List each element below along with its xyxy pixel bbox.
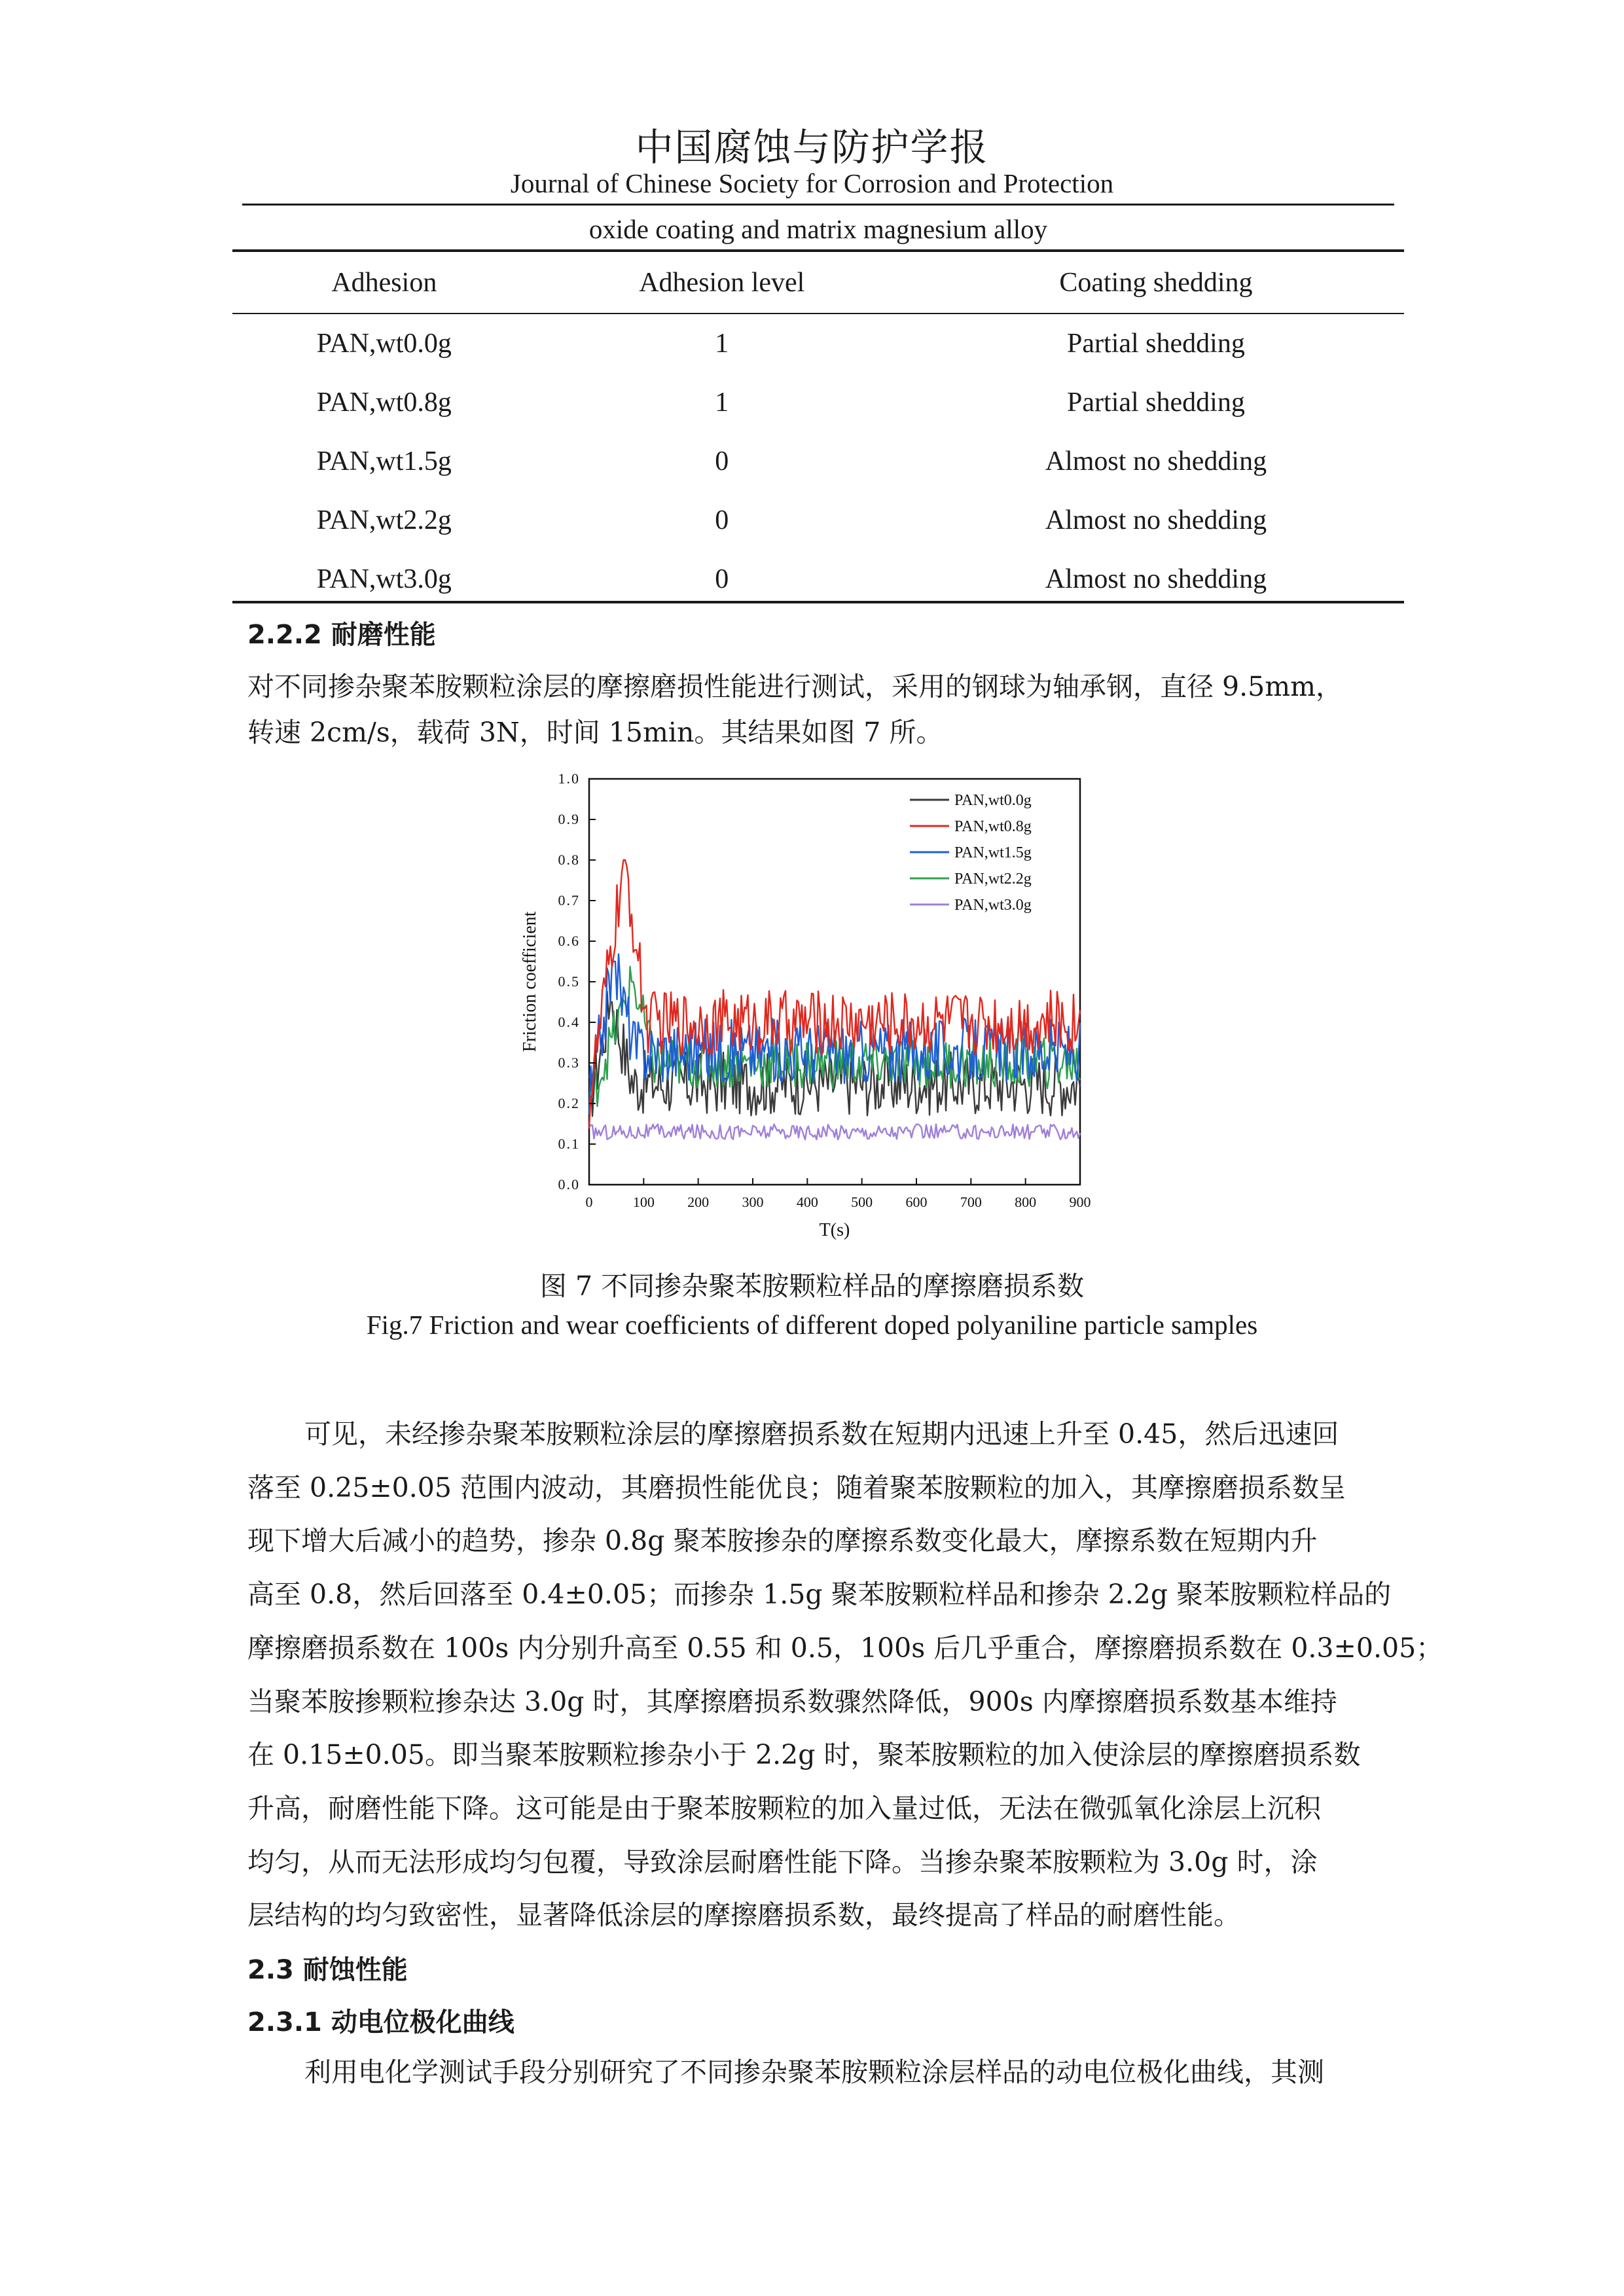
table-cell: PAN,wt0.8g — [316, 387, 452, 418]
paragraph-line: 现下增大后减小的趋势，掺杂 0.8g 聚苯胺掺杂的摩擦系数变化最大，摩擦系数在短期内升 — [247, 1525, 1318, 1556]
paragraph-line: 可见，未经掺杂聚苯胺颗粒涂层的摩擦磨损系数在短期内迅速上升至 0.45，然后迅速回 — [304, 1418, 1339, 1450]
x-tick-label: 900 — [1069, 1194, 1091, 1210]
journal-title-en: Journal of Chinese Society for Corrosion and Protection — [510, 168, 1114, 198]
table-cell: Partial shedding — [1067, 387, 1245, 418]
table-cell: PAN,wt2.2g — [316, 505, 452, 535]
table-cell: Almost no shedding — [1045, 505, 1267, 535]
table-cell: PAN,wt0.0g — [316, 329, 452, 359]
paragraph-line: 落至 0.25±0.05 范围内波动，其磨损性能优良；随着聚苯胺颗粒的加入，其摩擦磨损系数呈 — [247, 1472, 1346, 1503]
header-rule — [242, 204, 1394, 206]
x-axis-label: T(s) — [819, 1220, 850, 1240]
y-tick-label: 0.2 — [558, 1095, 580, 1111]
adhesion-table — [232, 253, 1404, 609]
series-line — [589, 1124, 1080, 1140]
table-cell: PAN,wt3.0g — [316, 564, 452, 594]
column-header: Adhesion — [331, 268, 437, 298]
y-tick-label: 0.7 — [558, 892, 580, 908]
y-tick-label: 0.5 — [558, 973, 580, 990]
x-tick-label: 200 — [687, 1194, 710, 1210]
paragraph-line: 对不同掺杂聚苯胺颗粒涂层的摩擦磨损性能进行测试，采用的钢球为轴承钢，直径 9.5mm， — [247, 671, 1343, 702]
y-tick-label: 1.0 — [558, 770, 580, 787]
table-caption: oxide coating and matrix magnesium alloy — [588, 214, 1048, 244]
figure-caption-cn: 图 7 不同掺杂聚苯胺颗粒样品的摩擦磨损系数 — [539, 1270, 1085, 1302]
table-cell: 0 — [715, 564, 729, 594]
table-cell: PAN,wt1.5g — [316, 446, 452, 476]
y-tick-label: 0.0 — [558, 1176, 580, 1193]
y-axis-label: Friction coefficient — [520, 911, 540, 1052]
table-row — [232, 373, 1404, 432]
legend-label: PAN,wt3.0g — [954, 897, 1032, 914]
figure-7 — [517, 759, 1106, 1257]
table-cell: Almost no shedding — [1045, 446, 1267, 476]
table-cell: 1 — [715, 329, 729, 359]
y-tick-label: 0.1 — [558, 1136, 580, 1152]
figure-caption-en: Fig.7 Friction and wear coefficients of different doped polyaniline particle samples — [366, 1310, 1258, 1340]
x-tick-label: 800 — [1015, 1194, 1037, 1210]
section-heading-2-3-1: 2.3.1 动电位极化曲线 — [247, 2007, 514, 2037]
x-tick-label: 700 — [960, 1194, 982, 1210]
x-tick-label: 600 — [905, 1194, 928, 1210]
table-row — [232, 314, 1404, 373]
x-tick-label: 300 — [742, 1194, 764, 1210]
paragraph-line: 当聚苯胺掺颗粒掺杂达 3.0g 时，其摩擦磨损系数骤然降低，900s 内摩擦磨损系数基本维持 — [247, 1686, 1337, 1717]
table-cell: 1 — [715, 387, 729, 418]
plot-frame — [589, 779, 1080, 1185]
table-cell: Almost no shedding — [1045, 564, 1267, 594]
paragraph-line: 在 0.15±0.05。即当聚苯胺颗粒掺杂小于 2.2g 时，聚苯胺颗粒的加入使涂层的摩擦磨损系数 — [247, 1739, 1361, 1770]
table-row — [232, 432, 1404, 491]
y-tick-label: 0.3 — [558, 1054, 580, 1071]
paragraph-line: 升高，耐磨性能下降。这可能是由于聚苯胺颗粒的加入量过低，无法在微弧氧化涂层上沉积 — [247, 1793, 1321, 1824]
paragraph-line: 摩擦磨损系数在 100s 内分别升高至 0.55 和 0.5，100s 后几乎重合，摩擦磨损系数在 0.3±0.05； — [247, 1632, 1443, 1664]
table-cell: 0 — [715, 446, 729, 476]
y-tick-label: 0.9 — [558, 811, 580, 827]
table-top-rule — [232, 249, 1404, 252]
y-tick-label: 0.6 — [558, 933, 580, 949]
x-tick-label: 100 — [632, 1194, 655, 1210]
legend-label: PAN,wt0.8g — [954, 818, 1032, 835]
table-row — [232, 550, 1404, 609]
legend-label: PAN,wt1.5g — [954, 844, 1032, 861]
paragraph-line: 利用电化学测试手段分别研究了不同掺杂聚苯胺颗粒涂层样品的动电位极化曲线，其测 — [304, 2056, 1324, 2088]
y-tick-label: 0.4 — [558, 1014, 580, 1030]
column-header: Adhesion level — [639, 268, 805, 298]
section-heading-2-2-2: 2.2.2 耐磨性能 — [247, 620, 436, 650]
paragraph-line: 高至 0.8，然后回落至 0.4±0.05；而掺杂 1.5g 聚苯胺颗粒样品和掺杂 2.2g 聚苯胺颗粒样品的 — [247, 1579, 1392, 1610]
paragraph-line: 均匀，从而无法形成均匀包覆，导致涂层耐磨性能下降。当掺杂聚苯胺颗粒为 3.0g 时，涂 — [247, 1846, 1318, 1878]
y-tick-label: 0.8 — [558, 852, 580, 868]
paragraph-line: 转速 2cm/s，载荷 3N，时间 15min。其结果如图 7 所。 — [247, 717, 943, 748]
x-tick-label: 400 — [796, 1194, 818, 1210]
legend-label: PAN,wt2.2g — [954, 870, 1032, 888]
x-tick-label: 500 — [851, 1194, 873, 1210]
paragraph-line: 层结构的均匀致密性，显著降低涂层的摩擦磨损系数，最终提高了样品的耐磨性能。 — [247, 1899, 1240, 1931]
column-header: Coating shedding — [1059, 268, 1253, 298]
table-cell: Partial shedding — [1067, 329, 1245, 359]
legend-label: PAN,wt0.0g — [954, 792, 1032, 809]
table-header-row — [232, 253, 1404, 314]
journal-title-cn: 中国腐蚀与防护学报 — [635, 125, 989, 170]
section-heading-2-3: 2.3 耐蚀性能 — [247, 1955, 408, 1985]
table-row — [232, 491, 1404, 550]
table-cell: 0 — [715, 505, 729, 535]
friction-chart — [517, 759, 1106, 1257]
table-bottom-rule — [232, 601, 1404, 603]
x-tick-label: 0 — [585, 1194, 593, 1210]
